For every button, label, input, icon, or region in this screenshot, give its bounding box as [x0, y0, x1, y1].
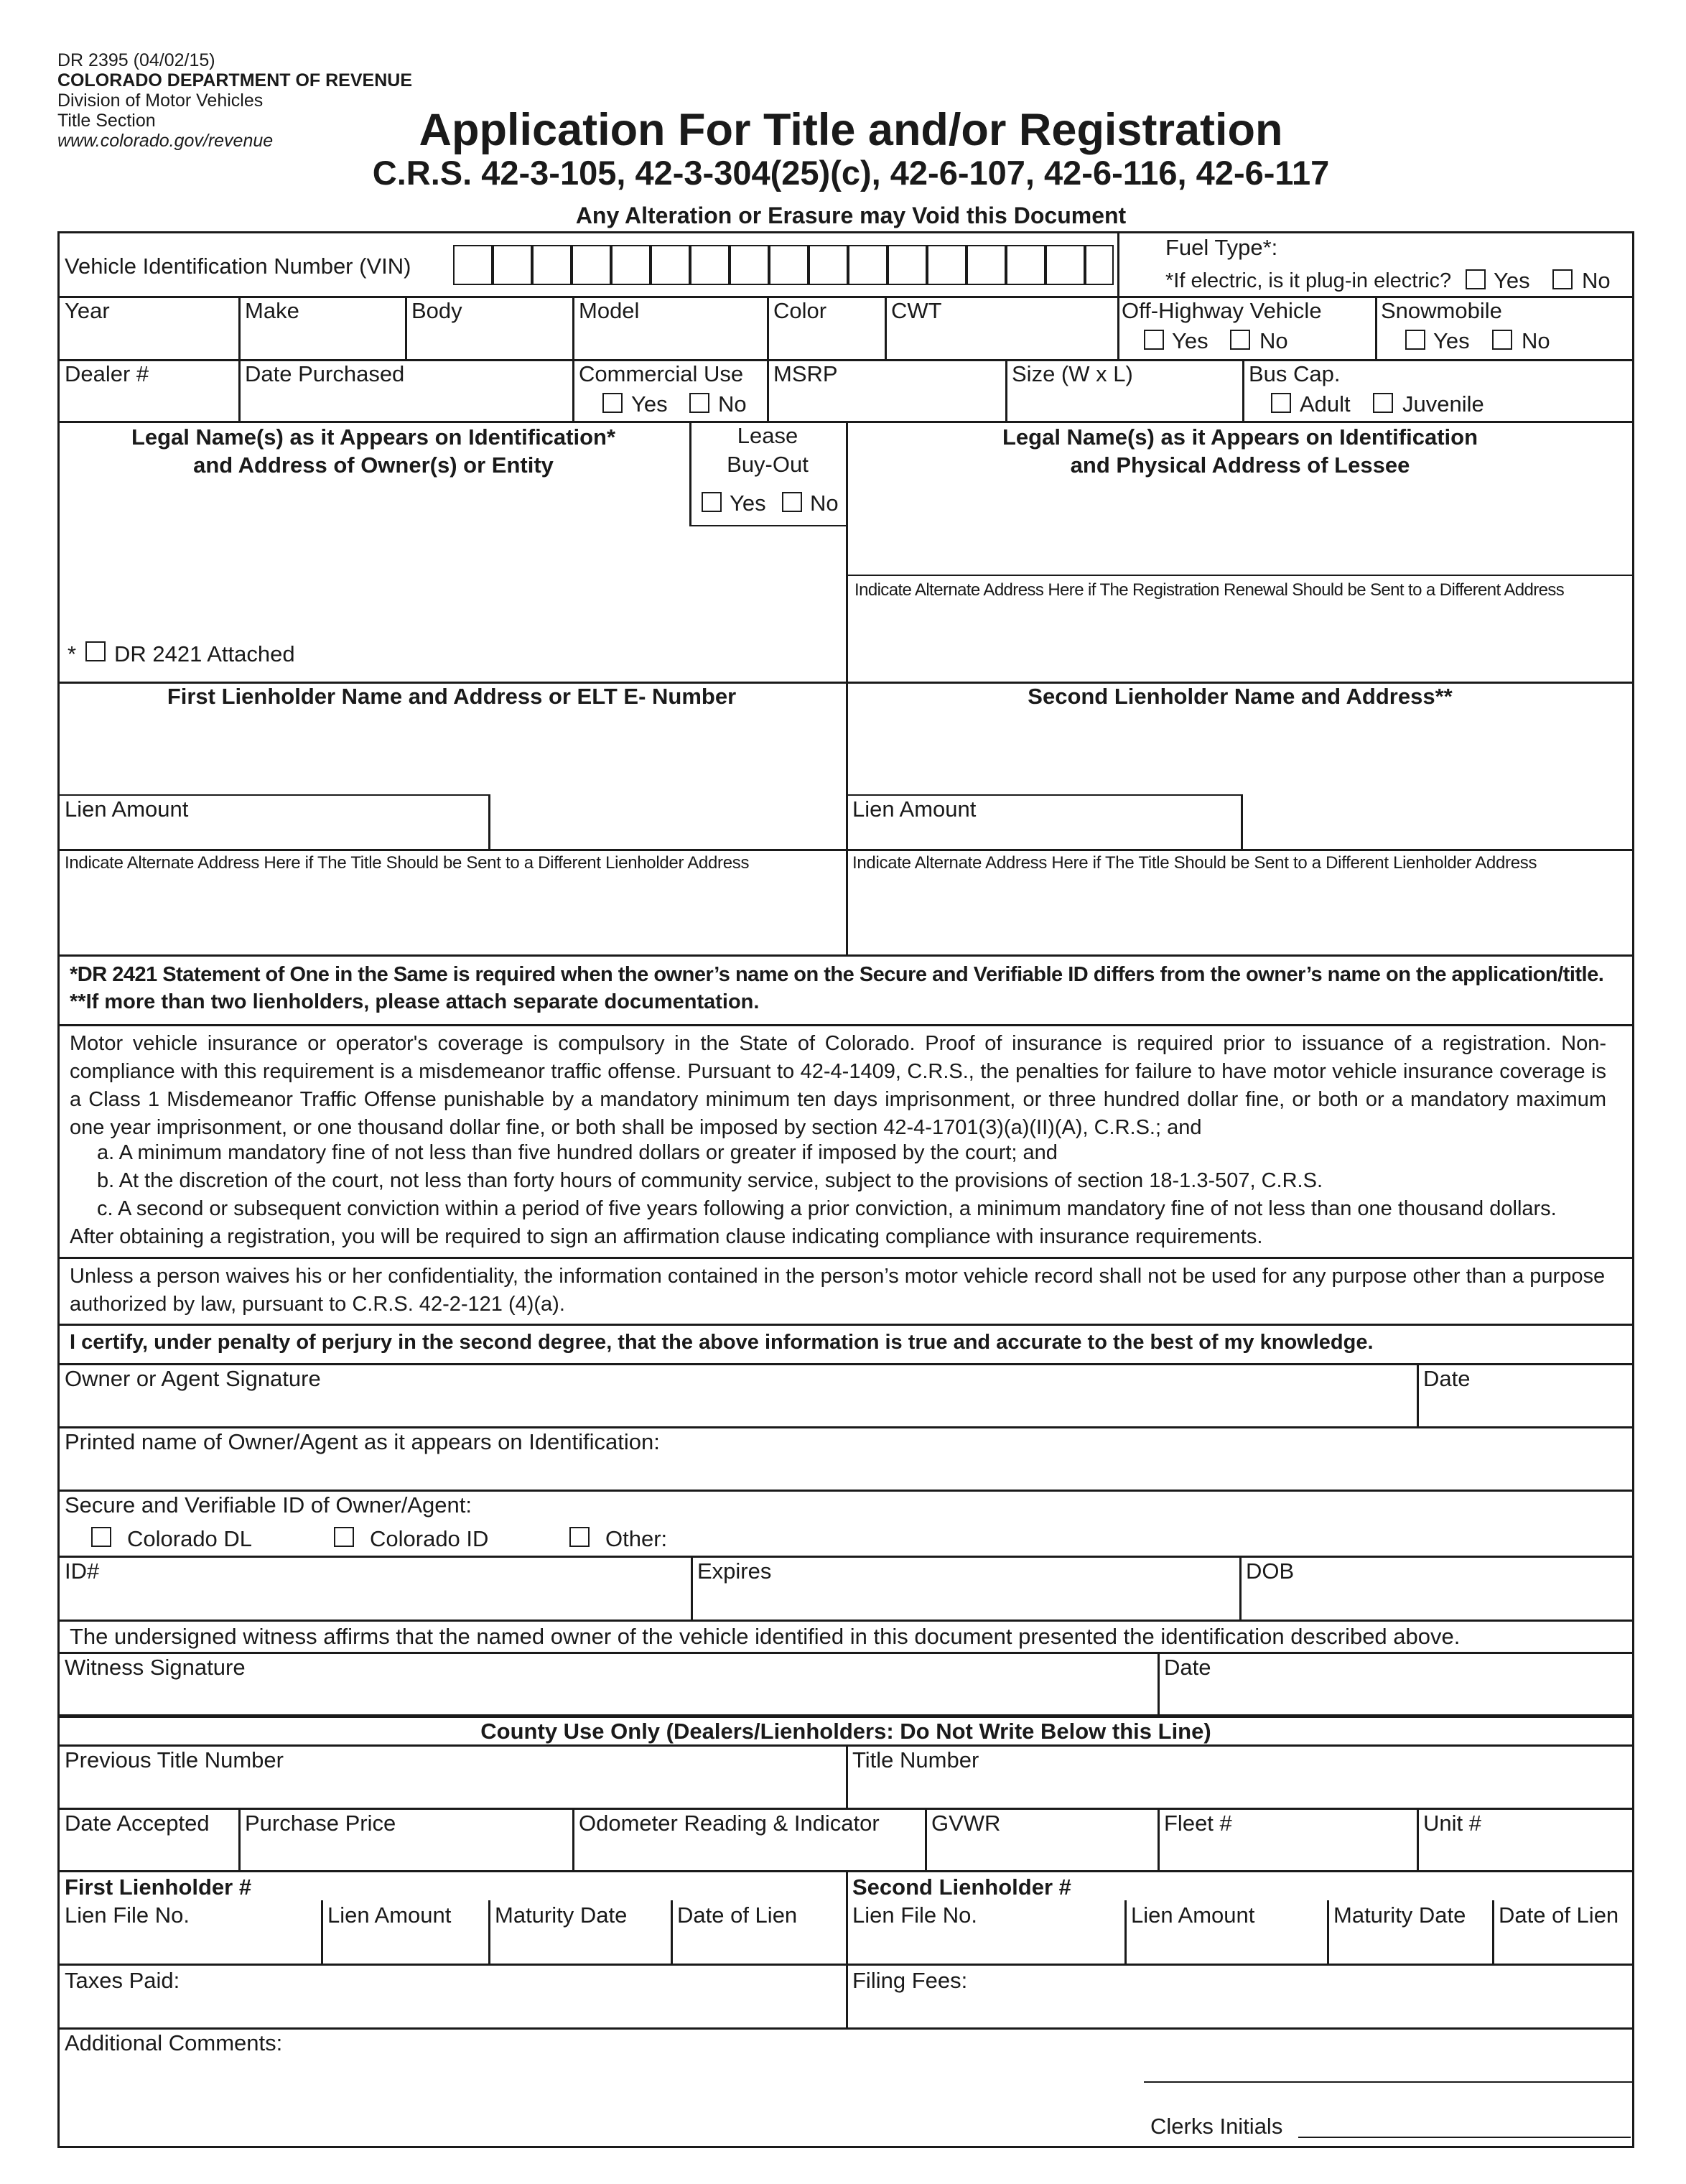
first-lien-file-field[interactable]: Lien File No. — [65, 1902, 190, 1928]
bus-juvenile-checkbox[interactable] — [1373, 393, 1393, 413]
commercial-yes-label: Yes — [631, 391, 668, 417]
owner-address-header: and Address of Owner(s) or Entity — [193, 452, 554, 478]
rule — [1117, 231, 1119, 359]
second-date-of-lien-field[interactable]: Date of Lien — [1499, 1902, 1619, 1928]
dealer-field[interactable]: Dealer # — [65, 361, 149, 386]
bus-juvenile-label: Juvenile — [1402, 391, 1484, 417]
owner-signature-date-field[interactable]: Date — [1423, 1366, 1471, 1391]
lessee-address-header: and Physical Address of Lessee — [1070, 452, 1410, 478]
rule — [691, 1556, 693, 1620]
vin-char-box[interactable] — [769, 245, 809, 285]
confidentiality-paragraph: Unless a person waives his or her confidentiality, the information contained in the person’s motor vehicle record shall not be used for any purpose other than a purpose authorized by law, pursuant to C.R.S. 42-2-121 (4)(a). — [70, 1265, 1606, 1316]
rule — [1242, 359, 1244, 421]
other-id-checkbox[interactable] — [569, 1527, 590, 1547]
rule — [1417, 1808, 1419, 1870]
vin-char-box[interactable] — [1085, 245, 1114, 285]
first-date-of-lien-field[interactable]: Date of Lien — [677, 1902, 798, 1928]
rule — [1239, 1556, 1242, 1620]
rule — [57, 1024, 1634, 1026]
colorado-dl-checkbox[interactable] — [91, 1527, 111, 1547]
rule — [1144, 2081, 1634, 2083]
bus-adult-label: Adult — [1300, 391, 1351, 417]
rule — [57, 1324, 1634, 1326]
additional-comments-field[interactable]: Additional Comments: — [65, 2030, 283, 2055]
purchase-price-field[interactable]: Purchase Price — [245, 1811, 396, 1836]
owner-signature-field[interactable]: Owner or Agent Signature — [65, 1366, 321, 1391]
website-link[interactable]: www.colorado.gov/revenue — [57, 131, 274, 151]
rule — [846, 849, 848, 954]
rule — [885, 296, 887, 359]
snowmobile-label: Snowmobile — [1381, 298, 1502, 323]
id-number-field[interactable]: ID# — [65, 1558, 100, 1584]
colorado-dl-label: Colorado DL — [127, 1526, 253, 1551]
vin-char-box[interactable] — [453, 245, 493, 285]
second-lien-amount-county-field[interactable]: Lien Amount — [1131, 1902, 1255, 1928]
section-name: Title Section — [57, 111, 156, 131]
vin-char-box[interactable] — [927, 245, 967, 285]
electric-question: *If electric, is it plug-in electric? — [1165, 269, 1452, 292]
dob-field[interactable]: DOB — [1246, 1558, 1295, 1584]
plugin-yes-checkbox[interactable] — [1466, 269, 1486, 289]
date-accepted-field[interactable]: Date Accepted — [65, 1811, 210, 1836]
rule — [405, 296, 407, 359]
county-use-header: County Use Only (Dealers/Lienholders: Do Not Write Below this Line) — [480, 1719, 1211, 1744]
plugin-no-checkbox[interactable] — [1552, 269, 1573, 289]
owner-name-header: Legal Name(s) as it Appears on Identification* — [131, 424, 616, 450]
alteration-warning: Any Alteration or Erasure may Void this Document — [575, 203, 1127, 228]
cwt-field[interactable]: CWT — [891, 298, 942, 323]
make-field[interactable]: Make — [245, 298, 299, 323]
rule — [767, 359, 769, 421]
off-highway-yes-label: Yes — [1172, 328, 1208, 353]
rule — [57, 1426, 1634, 1428]
vin-char-box[interactable] — [730, 245, 769, 285]
second-lienholder-number-label: Second Lienholder # — [852, 1874, 1071, 1900]
witness-affirmation: The undersigned witness affirms that the named owner of the vehicle identified in this document presented the identification described above. — [70, 1624, 1461, 1649]
vin-char-box[interactable] — [1045, 245, 1085, 285]
insurance-item-a: a. A minimum mandatory fine of not less than five hundred dollars or greater if imposed by the court; and — [97, 1141, 1058, 1164]
off-highway-yes-checkbox[interactable] — [1144, 330, 1164, 350]
rule — [846, 575, 1634, 576]
rule — [321, 1900, 323, 1964]
vin-char-box[interactable] — [848, 245, 888, 285]
rule — [57, 1652, 1634, 1654]
second-lienholder-header: Second Lienholder Name and Address** — [1028, 684, 1453, 709]
snowmobile-no-label: No — [1522, 328, 1550, 353]
rule — [846, 421, 848, 849]
first-maturity-date-field[interactable]: Maturity Date — [495, 1902, 628, 1928]
division-name: Division of Motor Vehicles — [57, 90, 264, 111]
rule — [846, 1870, 848, 2027]
rule — [57, 1620, 1634, 1622]
rule — [1375, 296, 1377, 359]
size-field[interactable]: Size (W x L) — [1012, 361, 1133, 386]
first-lienholder-header: First Lienholder Name and Address or ELT E- Number — [167, 684, 737, 709]
lease-no-checkbox[interactable] — [782, 492, 802, 512]
rule — [238, 1808, 241, 1870]
rule — [572, 1808, 574, 1870]
first-lienholder-number-label: First Lienholder # — [65, 1874, 252, 1900]
first-lien-amount-field[interactable]: Lien Amount — [65, 796, 189, 822]
rule — [1005, 359, 1007, 421]
second-lien-amount-field[interactable]: Lien Amount — [852, 796, 977, 822]
plugin-yes-label: Yes — [1494, 268, 1530, 293]
rule — [572, 359, 574, 421]
lease-no-label: No — [810, 491, 839, 516]
bus-adult-checkbox[interactable] — [1271, 393, 1291, 413]
colorado-id-checkbox[interactable] — [334, 1527, 354, 1547]
vin-char-box[interactable] — [809, 245, 848, 285]
rule — [238, 359, 241, 421]
rule — [671, 1900, 673, 1964]
vin-char-box[interactable] — [967, 245, 1006, 285]
witness-date-field[interactable]: Date — [1164, 1655, 1211, 1680]
second-alt-title-address-label: Indicate Alternate Address Here if The Title Should be Sent to a Different Lienholder Address — [852, 853, 1537, 873]
body-field[interactable]: Body — [411, 298, 462, 323]
lease-label: Lease — [737, 423, 798, 448]
snowmobile-yes-checkbox[interactable] — [1405, 330, 1425, 350]
insurance-item-c: c. A second or subsequent conviction within a period of five years following a prior conviction, a minimum mandatory fine of not less than one thousand dollars. — [97, 1197, 1557, 1220]
dr2421-note: *DR 2421 Statement of One in the Same is required when the owner’s name on the Secure and Verifiable ID differs from the owner’s name on the application/title. — [70, 963, 1604, 986]
rule — [1158, 1808, 1160, 1870]
second-lien-file-field[interactable]: Lien File No. — [852, 1902, 978, 1928]
rule — [1417, 1363, 1419, 1426]
rule — [57, 1808, 1634, 1810]
secure-id-label: Secure and Verifiable ID of Owner/Agent: — [65, 1492, 472, 1518]
odometer-field[interactable]: Odometer Reading & Indicator — [579, 1811, 880, 1836]
clerks-initials-line[interactable] — [1298, 2137, 1631, 2138]
rule — [57, 1363, 1634, 1365]
rule — [1124, 1900, 1127, 1964]
unit-field[interactable]: Unit # — [1423, 1811, 1481, 1836]
off-highway-label: Off-Highway Vehicle — [1122, 298, 1322, 323]
rule — [57, 794, 488, 796]
lienholder-note: **If more than two lienholders, please attach separate documentation. — [70, 990, 760, 1013]
title-number-field[interactable]: Title Number — [852, 1747, 979, 1772]
certification-statement: I certify, under penalty of perjury in the second degree, that the above information is true and accurate to the best of my knowledge. — [70, 1331, 1374, 1354]
vin-char-box[interactable] — [690, 245, 730, 285]
rule — [57, 2027, 1634, 2030]
commercial-use-label: Commercial Use — [579, 361, 744, 386]
vin-char-box[interactable] — [611, 245, 651, 285]
rule — [925, 1808, 927, 1870]
vin-char-box[interactable] — [572, 245, 611, 285]
dr2421-label: DR 2421 Attached — [114, 641, 295, 666]
rule — [57, 1556, 1634, 1558]
statutes: C.R.S. 42-3-105, 42-3-304(25)(c), 42-6-107, 42-6-116, 42-6-117 — [372, 154, 1330, 192]
rule — [846, 1744, 848, 1808]
rule — [846, 794, 1241, 796]
color-field[interactable]: Color — [773, 298, 827, 323]
vin-char-box[interactable] — [493, 245, 532, 285]
rule — [1158, 1652, 1160, 1714]
commercial-no-checkbox[interactable] — [689, 393, 709, 413]
form-number: DR 2395 (04/02/15) — [57, 50, 215, 70]
dr2421-asterisk: * — [67, 641, 77, 666]
lease-yes-label: Yes — [730, 491, 766, 516]
rule — [238, 296, 241, 359]
clerks-initials-label: Clerks Initials — [1150, 2114, 1283, 2139]
alt-renewal-address-label: Indicate Alternate Address Here if The Registration Renewal Should be Sent to a Different Address — [854, 580, 1565, 600]
colorado-id-label: Colorado ID — [370, 1526, 489, 1551]
vin-char-box[interactable] — [532, 245, 572, 285]
model-field[interactable]: Model — [579, 298, 640, 323]
lease-yes-checkbox[interactable] — [702, 492, 722, 512]
rule — [1492, 1900, 1494, 1964]
insurance-paragraph: Motor vehicle insurance or operator's coverage is compulsory in the State of Colorado. Proof of insurance is required prior to issuance of a registration. Non-compliance with this requirement is a misdemeanor traffic offense. Pursuant to 42-4-1409, C.R.S., the penalties for failure to have motor vehicle insurance coverage is a Class 1 Misdemeanor Traffic Offense punishable by a mandatory minimum ten days imprisonment, or three hundred dollar fine, or both or a mandatory maximum one year imprisonment, or one thousand dollar fine, or both shall be imposed by section 42-4-1701(3)(a)(II)(A), C.R.S.; and — [70, 1032, 1606, 1139]
vin-char-box[interactable] — [888, 245, 927, 285]
vin-char-box[interactable] — [651, 245, 690, 285]
filing-fees-field[interactable]: Filing Fees: — [852, 1968, 968, 1993]
witness-signature-field[interactable]: Witness Signature — [65, 1655, 246, 1680]
rule — [57, 1257, 1634, 1259]
first-alt-title-address-label: Indicate Alternate Address Here if The Title Should be Sent to a Different Lienholder Address — [65, 853, 750, 873]
plugin-no-label: No — [1582, 268, 1611, 293]
rule — [572, 296, 574, 359]
rule — [1241, 794, 1243, 849]
date-purchased-field[interactable]: Date Purchased — [245, 361, 405, 386]
vin-label: Vehicle Identification Number (VIN) — [65, 254, 411, 279]
snowmobile-no-checkbox[interactable] — [1492, 330, 1512, 350]
commercial-no-label: No — [718, 391, 747, 417]
rule — [57, 954, 1634, 957]
commercial-yes-checkbox[interactable] — [602, 393, 623, 413]
buyout-label: Buy-Out — [727, 452, 809, 477]
previous-title-number-field[interactable]: Previous Title Number — [65, 1747, 284, 1772]
taxes-paid-field[interactable]: Taxes Paid: — [65, 1968, 180, 1993]
department-name: COLORADO DEPARTMENT OF REVENUE — [57, 70, 412, 90]
snowmobile-yes-label: Yes — [1433, 328, 1470, 353]
printed-name-field[interactable]: Printed name of Owner/Agent as it appears on Identification: — [65, 1429, 660, 1454]
rule — [488, 1900, 490, 1964]
other-id-label: Other: — [605, 1526, 668, 1551]
rule — [767, 296, 769, 359]
rule — [57, 1490, 1634, 1492]
rule — [488, 794, 490, 849]
page-title: Application For Title and/or Registration — [419, 105, 1283, 155]
dr2421-checkbox[interactable] — [85, 641, 106, 661]
fuel-type-label: Fuel Type*: — [1165, 235, 1278, 260]
fleet-field[interactable]: Fleet # — [1164, 1811, 1232, 1836]
off-highway-no-checkbox[interactable] — [1230, 330, 1250, 350]
rule — [57, 1714, 1634, 1718]
msrp-field[interactable]: MSRP — [773, 361, 838, 386]
lessee-name-header: Legal Name(s) as it Appears on Identification — [1002, 424, 1478, 450]
id-expires-field[interactable]: Expires — [697, 1558, 772, 1584]
bus-cap-label: Bus Cap. — [1249, 361, 1341, 386]
rule — [689, 525, 846, 526]
first-lien-amount-county-field[interactable]: Lien Amount — [327, 1902, 452, 1928]
year-field[interactable]: Year — [65, 298, 110, 323]
rule — [1327, 1900, 1329, 1964]
off-highway-no-label: No — [1259, 328, 1288, 353]
gvwr-field[interactable]: GVWR — [931, 1811, 1001, 1836]
insurance-item-b: b. At the discretion of the court, not less than forty hours of community service, subject to the provisions of section 18-1.3-507, C.R.S. — [97, 1169, 1323, 1192]
second-maturity-date-field[interactable]: Maturity Date — [1333, 1902, 1466, 1928]
vin-char-box[interactable] — [1006, 245, 1045, 285]
insurance-affirmation: After obtaining a registration, you will be required to sign an affirmation clause indicating compliance with insurance requirements. — [70, 1225, 1263, 1248]
